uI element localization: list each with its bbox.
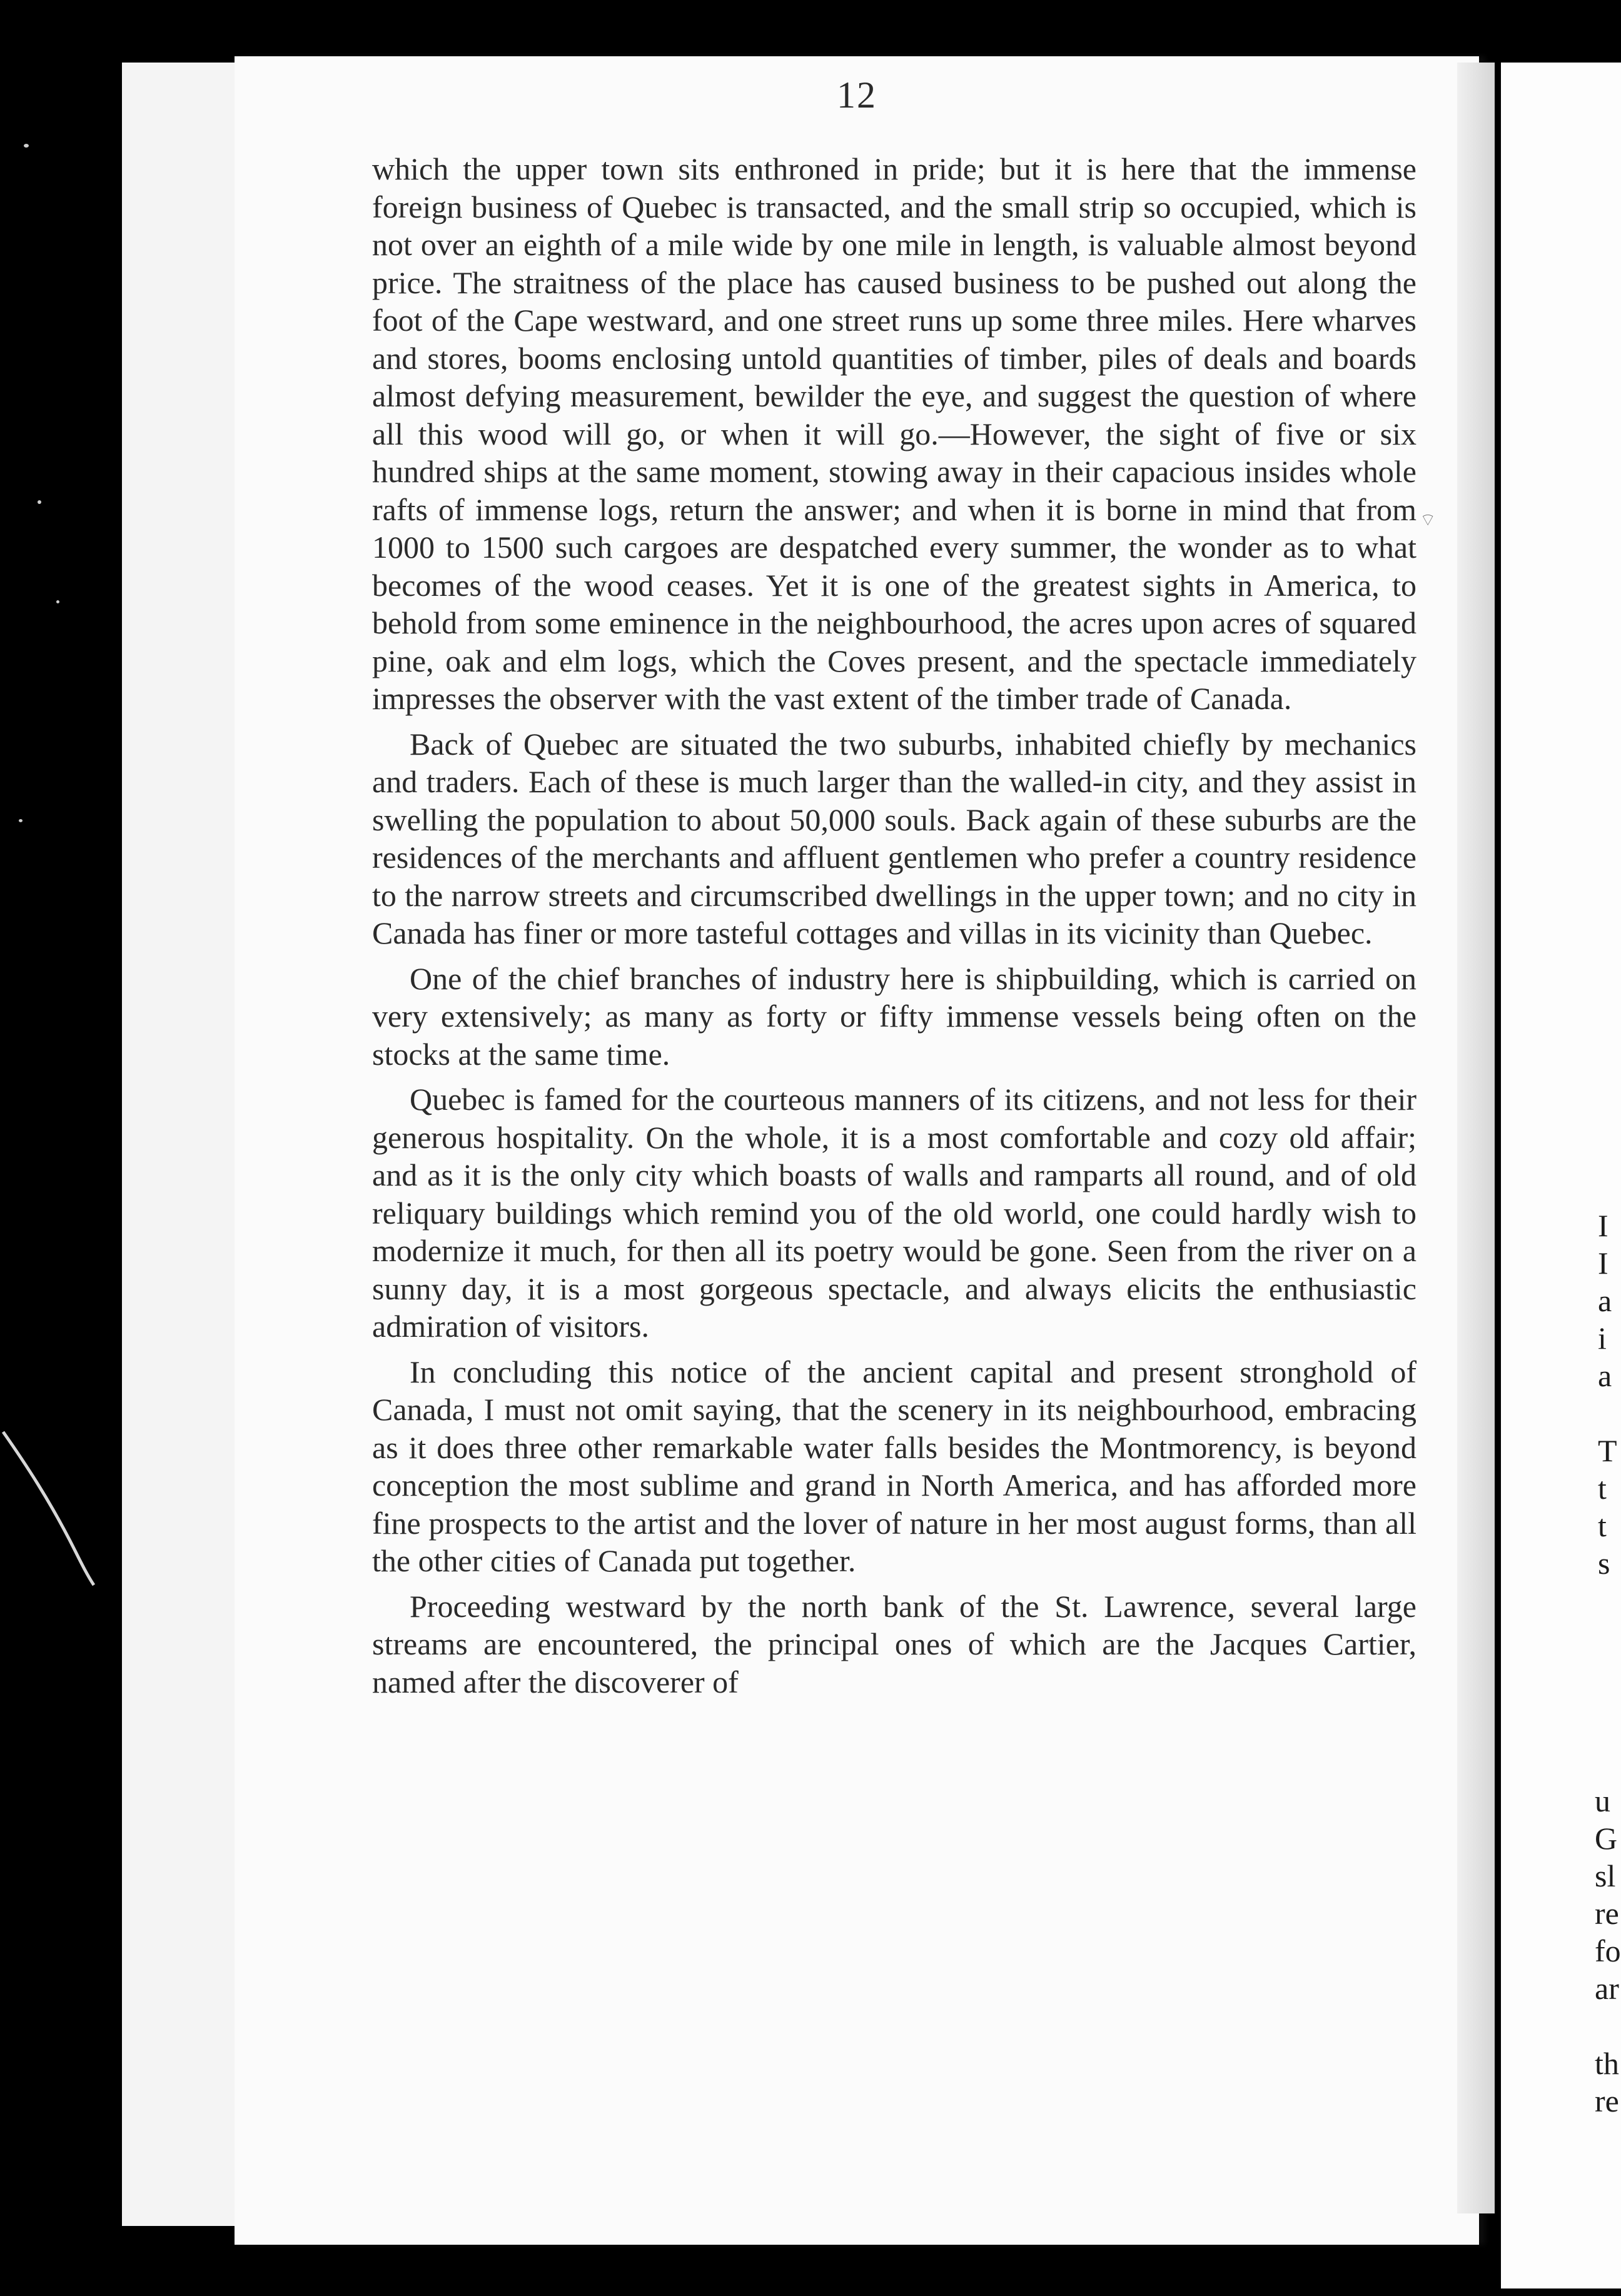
book-gutter [122,63,236,2226]
scan-speck [24,144,29,148]
book-page [235,56,1479,2245]
paragraph-2: Back of Quebec are situated the two suburbs, inhabited chiefly by mechanics and traders. Each of these is much larger than the walled-in city, and they assist in swelling the population to about 50,000 souls. Back again of these suburbs are the residences of the merchants and affluent gentlemen who prefer a country residence to the narrow streets and circumscribed dwellings in the upper town; and no city in Canada has finer or more tasteful cottages and villas in its vicinity than Quebec. [372,726,1416,950]
adjacent-page [1501,63,1621,2288]
fragment: T [1598,1433,1617,1468]
fragment: re [1595,2083,1619,2118]
fragment: ar [1595,1971,1619,2006]
fragment: G [1595,1821,1618,1856]
margin-mark: ⌔ [1420,511,1437,530]
fragment: re [1595,1896,1619,1931]
page-number: 12 [837,74,877,116]
fragment: th [1595,2046,1619,2081]
fragment [1598,1394,1617,1432]
adjacent-page-fragments-upper [1598,1207,1617,1582]
paragraph-1: which the upper town sits enthroned in pride; but it is here that the immense foreign business of Quebec is transacted, and the small strip so occupied, which is not over an eighth of a mile wide by one mile in length, is valuable almost beyond price. The straitness of the place has caused business to be pushed out along the foot of the Cape westward, and one street runs up some three miles. Here wharves and stores, booms enclosing untold quantities of timber, piles of deals and boards almost defying measurement, bewilder the eye, and suggest the question of where all this wood will go, or when it will go.—However, the sight of five or six hundred ships at the same moment, stowing away in their capacious insides whole rafts of immense logs, return the answer; and when it is borne in mind that from 1000 to 1500 such cargoes are despatched every summer, the wonder as to what becomes of the wood ceases. Yet it is one of the greatest sights in America, to behold from some eminence in the neighbourhood, the acres upon acres of squared pine, oak and elm logs, which the Coves present, and the spectacle immediately impresses the observer with the vast extent of the timber trade of Canada. [372,151,1416,716]
paragraph-4: Quebec is famed for the courteous manners of its citizens, and not less for their generous hospitality. On the whole, it is a most comfortable and cozy old affair; and as it is the only city which boasts of walls and ramparts all round, and of old reliquary buildings which remind you of the old world, one could hardly wish to modernize it much, for then all its poetry would be gone. Seen from the river on a sunny day, it is a most gorgeous spectacle, and always elicits the enthusiastic admiration of visitors. [372,1082,1416,1344]
scan-speck [56,600,59,603]
paragraph-3: One of the chief branches of industry here is shipbuilding, which is carried on very extensively; as many as forty or fifty immense vessels being often on the stocks at the same time. [372,960,1416,1072]
scan-speck [38,500,41,504]
scan-speck [19,819,23,822]
fragment: I [1598,1208,1608,1243]
page-edge-shadow [1457,63,1495,2213]
fragment: t [1598,1508,1607,1543]
fragment: u [1595,1783,1610,1818]
paragraph-6: Proceeding westward by the north bank of the St. Lawrence, several large streams are encountered, the principal ones of which are the Jacques Cartier, named after the discoverer of [372,1588,1416,1699]
fragment: s [1598,1546,1610,1581]
paragraph-5: In concluding this notice of the ancient capital and present stronghold of Canada, I must not omit saying, that the scenery in its neighbourhood, embracing as it does three other remarkable water falls besides the Montmorency, is beyond conception the most sublime and grand in North America, and has afforded more fine prospects to the artist and the lover of nature in her most august forms, than all the other cities of Canada put together. [372,1354,1416,1578]
adjacent-page-fragments-lower [1595,1782,1621,2120]
page-body [372,150,1416,1708]
fragment: sl [1595,1858,1616,1893]
fragment [1595,2007,1621,2045]
fragment: t [1598,1471,1607,1506]
fragment: I [1598,1246,1608,1281]
fragment: fo [1595,1933,1621,1968]
fragment: a [1598,1283,1612,1318]
fragment: i [1598,1321,1607,1356]
scan-fiber-artifact [0,1426,113,1588]
fragment: a [1598,1358,1612,1393]
